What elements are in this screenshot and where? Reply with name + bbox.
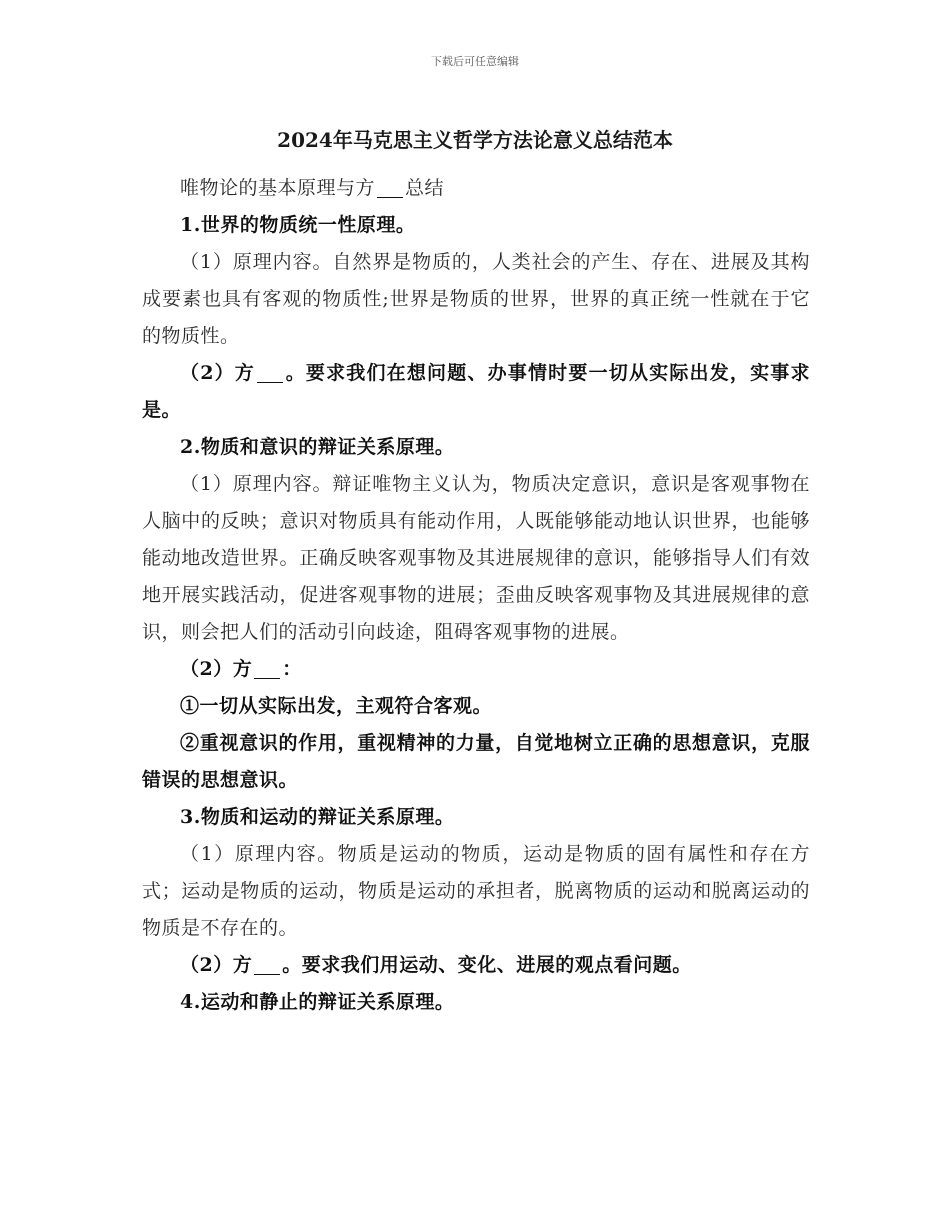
blank-underline (257, 363, 283, 383)
paragraph (142, 947, 810, 984)
paragraph-text: （1）原理内容。辩证唯物主义认为，物质决定意识，意识是客观事物在人脑中的反映；意识对物质具有能动作用，人既能够能动地认识世界，也能够能动地改造世界。正确反映客观事物及其进展规律的意识，能够指导人们有效地开展实践活动，促进客观事物的进展；歪曲反映客观事物及其进展规律的意识，则会把人们的活动引向歧途，阻碍客观事物的进展。 (142, 473, 810, 643)
paragraph-text: 。要求我们用运动、变化、进展的观点看问题。 (282, 954, 692, 976)
paragraph (142, 651, 810, 688)
paragraph (142, 429, 810, 466)
paragraph-text: 唯物论的基本原理与方 (180, 177, 376, 199)
document-title: 2024年马克思主义哲学方法论意义总结范本 (277, 128, 673, 152)
paragraph (142, 466, 810, 651)
paragraph-text: （2）方 (180, 658, 253, 680)
paragraph-text: ： (282, 658, 302, 680)
paragraph (142, 688, 810, 725)
paragraph-text: 1.世界的物质统一性原理。 (180, 214, 416, 236)
paragraph (142, 170, 810, 207)
page-header: 下载后可任意编辑 (431, 55, 519, 68)
paragraph-text: （1）原理内容。物质是运动的物质，运动是物质的固有属性和存在方式；运动是物质的运动，物质是运动的承担者，脱离物质的运动和脱离运动的物质是不存在的。 (142, 843, 810, 939)
paragraph-text: 。要求我们在想问题、办事情时要一切从实际出发，实事求是。 (142, 362, 810, 421)
paragraph-text: ①一切从实际出发，主观符合客观。 (180, 695, 493, 717)
paragraph (142, 244, 810, 355)
paragraph-text: 2.物质和意识的辩证关系原理。 (180, 436, 455, 458)
document-body (142, 170, 810, 1021)
paragraph-text: 3.物质和运动的辩证关系原理。 (180, 806, 455, 828)
paragraph (142, 355, 810, 429)
paragraph-text: 4.运动和静止的辩证关系原理。 (180, 991, 455, 1013)
blank-underline (254, 955, 280, 975)
paragraph (142, 207, 810, 244)
paragraph (142, 799, 810, 836)
paragraph-text: （2）方 (180, 954, 253, 976)
paragraph-text: （1）原理内容。自然界是物质的，人类社会的产生、存在、进展及其构成要素也具有客观的物质性;世界是物质的世界，世界的真正统一性就在于它的物质性。 (142, 251, 810, 347)
paragraph (142, 836, 810, 947)
paragraph-text: 总结 (405, 177, 445, 199)
paragraph (142, 984, 810, 1021)
paragraph-text: ②重视意识的作用，重视精神的力量，自觉地树立正确的思想意识，克服错误的思想意识。 (142, 732, 810, 791)
blank-underline (377, 178, 403, 198)
blank-underline (254, 659, 280, 679)
paragraph-text: （2）方 (180, 362, 255, 384)
paragraph (142, 725, 810, 799)
